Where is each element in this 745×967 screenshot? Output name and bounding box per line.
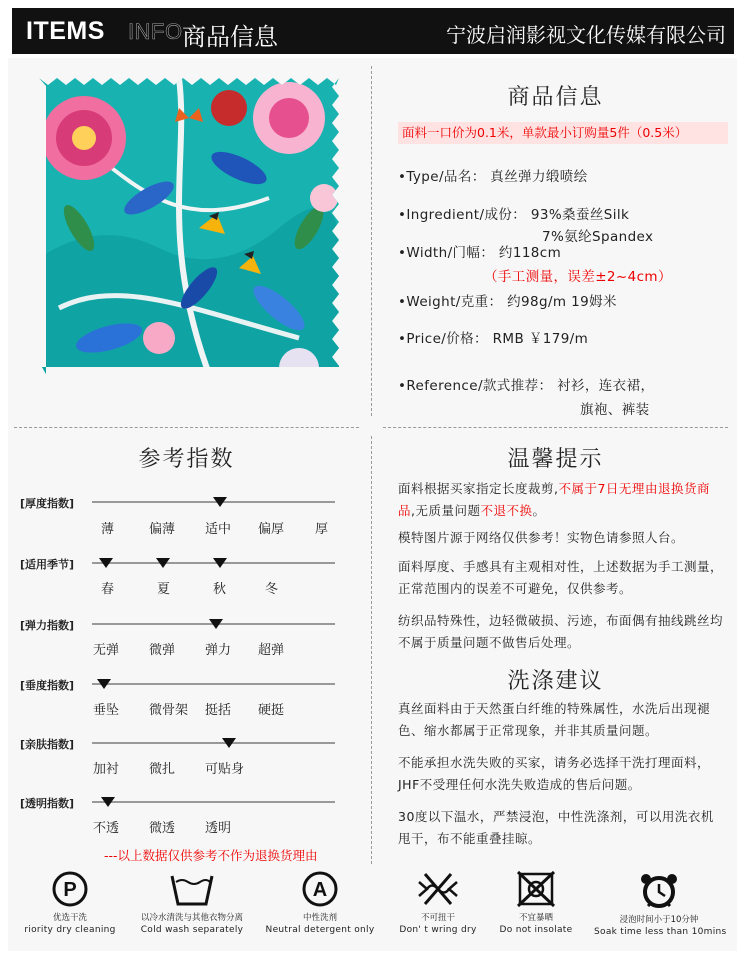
tips-paragraph-2: 模特图片源于网络仅供参考！实物色请参照人台。 <box>398 530 685 545</box>
neutral-detergent-icon <box>301 870 339 908</box>
company-name: 宁波启润影视文化传媒有限公司 <box>446 23 726 47</box>
index-option: 微弹 <box>149 643 176 658</box>
divider-horizontal-left <box>14 427 359 428</box>
tips-title: 温馨提示 <box>507 447 604 472</box>
wash-title: 洗涤建议 <box>507 669 604 694</box>
index-marker <box>97 679 111 689</box>
header-info-text: INFO <box>128 19 183 44</box>
index-option: 弹力 <box>205 643 232 658</box>
tips-paragraph-1: 面料根据买家指定长度裁剪,不属于7日无理由退换货商品,无质量问题不退不换。 <box>398 481 710 518</box>
index-option: 不透 <box>93 821 120 836</box>
index-option: 微扎 <box>149 762 176 777</box>
spec-width: •Width/门幅： 约118cm <box>398 245 562 261</box>
spec-ingredient-2: 7%氨纶Spandex <box>542 229 654 245</box>
index-option: 加衬 <box>93 762 120 777</box>
dry-clean-icon <box>51 870 89 908</box>
index-row-label: [适用季节] <box>20 558 75 571</box>
divider-horizontal-right <box>383 427 728 428</box>
index-marker <box>101 797 115 807</box>
wash-paragraph-1: 真丝面料由于天然蛋白纤维的特殊属性，水洗后出现褪色、缩水都属于正常现象，并非其质量问题。 <box>398 701 711 738</box>
tips-paragraph-3: 面料厚度、手感具有主观相对性，上述数据为手工测量，正常范围内的误差不可避免，仅供参考。 <box>398 559 724 596</box>
wash-paragraph-3: 30度以下温水，严禁浸泡，中性洗涤剂，可以用洗衣机甩干，布不能重叠挂晾。 <box>398 809 714 846</box>
index-option: 超弹 <box>258 643 285 658</box>
index-row-label: [垂度指数] <box>20 679 75 692</box>
tips-paragraph-4: 纺织品特殊性，边轻微破损、污迹，布面偶有抽线跳丝均不属于质量问题不做售后处理。 <box>398 613 724 650</box>
index-marker <box>213 558 227 568</box>
care-item: P 优选干洗 riority dry cleaning <box>8 870 132 935</box>
index-option: 春 <box>101 582 115 597</box>
spec-reference: •Reference/款式推荐： 衬衫，连衣裙， <box>398 378 655 394</box>
spec-ingredient: •Ingredient/成份： 93%桑蚕丝Silk <box>398 207 630 223</box>
index-option: 透明 <box>205 821 232 836</box>
index-option: 厚 <box>315 522 329 537</box>
index-title: 参考指数 <box>138 447 235 472</box>
svg-text:A: A <box>312 879 328 901</box>
index-marker <box>209 619 223 629</box>
spec-type: •Type/品名： 真丝弹力缎喷绘 <box>398 169 588 185</box>
index-row-label: [亲肤指数] <box>20 738 75 751</box>
svg-text:P: P <box>63 879 77 901</box>
spec-weight: •Weight/克重： 约98g/m 19姆米 <box>398 294 617 310</box>
index-option: 适中 <box>205 522 232 537</box>
index-option: 微透 <box>149 821 176 836</box>
index-option: 秋 <box>213 582 227 597</box>
header-title: 商品信息 <box>182 23 278 51</box>
index-marker <box>222 738 236 748</box>
index-option: 薄 <box>101 522 115 537</box>
care-item: 不可扭干 Don' t wring dry <box>376 870 500 935</box>
index-scale-line <box>92 801 335 803</box>
index-option: 偏厚 <box>258 522 285 537</box>
index-option: 微骨架 <box>149 703 189 718</box>
index-option: 无弹 <box>93 643 120 658</box>
index-marker <box>156 558 170 568</box>
wash-paragraph-2: 不能承担水洗失败的买家，请务必选择干洗打理面料，JHF不受理任何水洗失败造成的售后问题。 <box>398 755 711 792</box>
index-option: 垂坠 <box>93 703 120 718</box>
no-sun-icon <box>516 870 556 908</box>
index-marker <box>213 497 227 507</box>
spec-width-note: （手工测量，误差±2~4cm） <box>484 269 672 285</box>
care-item: A 中性洗剂 Neutral detergent only <box>258 870 382 935</box>
divider-vertical-bottom <box>371 436 372 864</box>
care-item: 不宜暴晒 Do not insolate <box>474 870 598 935</box>
no-wring-icon <box>415 870 461 908</box>
index-scale-line <box>92 683 335 685</box>
care-item: 浸泡时间小于10分钟 Soak time less than 10mins <box>594 870 724 937</box>
index-option: 硬挺 <box>258 703 285 718</box>
spec-price: •Price/价格： RMB ￥179/m <box>398 331 589 347</box>
index-option: 偏薄 <box>149 522 176 537</box>
index-scale-line <box>92 742 335 744</box>
index-marker <box>99 558 113 568</box>
header-bar <box>12 8 734 54</box>
header-items-text: ITEMS <box>26 17 105 45</box>
index-option: 挺括 <box>205 703 232 718</box>
cold-wash-icon <box>168 870 216 908</box>
index-option: 冬 <box>265 582 279 597</box>
care-item: 以冷水清洗与其他衣物分离 Cold wash separately <box>130 870 254 935</box>
index-option: 可贴身 <box>205 762 245 777</box>
divider-vertical-top <box>371 66 372 416</box>
index-disclaimer: ---以上数据仅供参考不作为退换货理由 <box>104 848 318 863</box>
index-row-label: [透明指数] <box>20 797 75 810</box>
spec-reference-2: 旗袍、裤装 <box>580 402 650 418</box>
product-info-title: 商品信息 <box>507 85 604 110</box>
soak-time-icon <box>638 870 680 910</box>
fabric-swatch-image <box>39 78 339 374</box>
index-row-label: [厚度指数] <box>20 497 75 510</box>
index-option: 夏 <box>157 582 171 597</box>
promo-banner: 面料一口价为0.1米，单款最小订购量5件（0.5米） <box>398 122 728 144</box>
index-row-label: [弹力指数] <box>20 619 75 632</box>
